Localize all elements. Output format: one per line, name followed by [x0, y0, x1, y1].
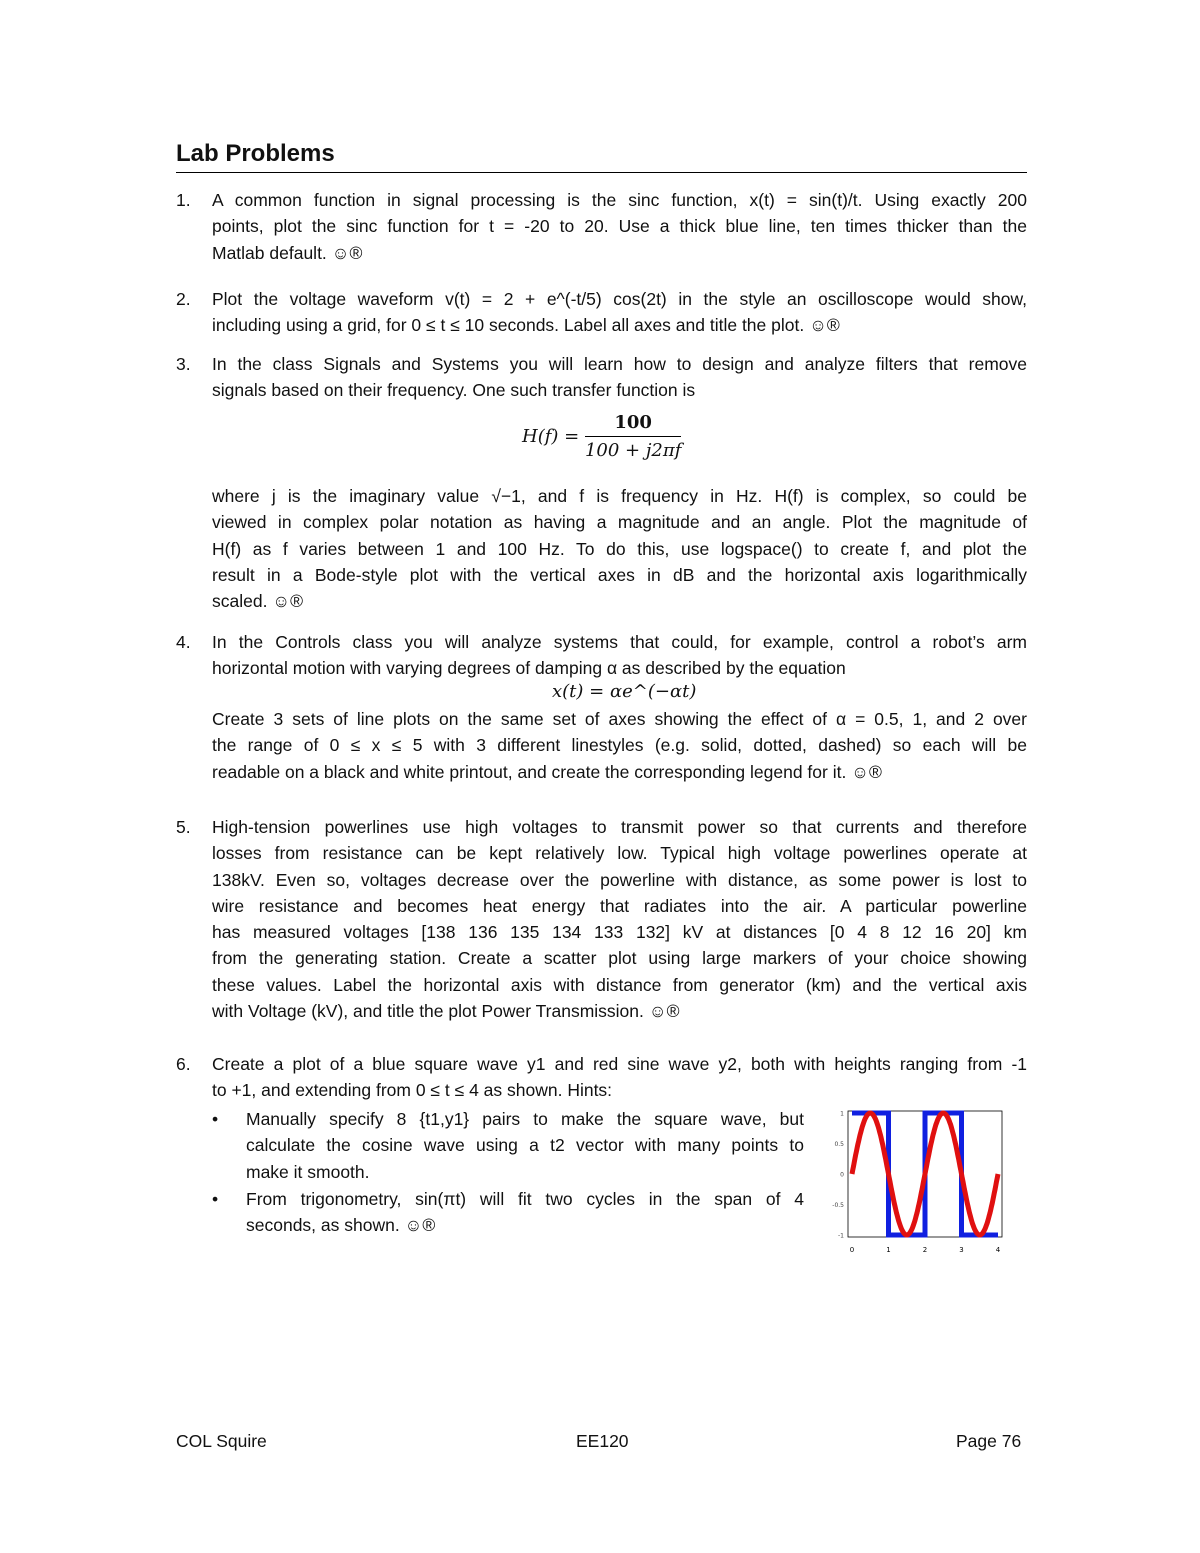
- hint-text: [246, 1106, 804, 1185]
- problem-body: [212, 629, 1027, 682]
- problem-body: [212, 706, 1027, 785]
- problem-line: readable on a black and white printout, and create the corresponding legend for it. ☺®: [212, 761, 882, 782]
- problem-line: viewed in complex polar notation as having a magnitude and an angle. Plot the magnitude of: [212, 512, 1027, 533]
- problem-line: 138kV. Even so, voltages decrease over the powerline with distance, as some power is lost to: [212, 869, 1027, 890]
- equation-numerator: 100: [585, 412, 681, 437]
- y-tick-label: 1: [840, 1110, 844, 1118]
- problem-line: from the generating station. Create a scatter plot using large markers of your choice showing: [212, 948, 1027, 969]
- bullet-dot: •: [212, 1189, 219, 1209]
- problem-number: 5.: [176, 817, 191, 837]
- equation-denominator: 100 + j2πf: [584, 440, 682, 461]
- problem-line: High-tension powerlines use high voltages to transmit power so that currents and therefore: [212, 817, 1027, 837]
- problem-body: [212, 483, 1027, 614]
- problem-line: In the Controls class you will analyze systems that could, for example, control a robot’s arm: [212, 632, 1027, 652]
- x-tick-labels: [850, 1246, 1001, 1254]
- x-tick-label: 4: [995, 1246, 1001, 1254]
- problem-body: [212, 351, 1027, 404]
- problem-body: [212, 814, 1027, 1024]
- y-tick-label: -0.5: [832, 1202, 844, 1209]
- section-heading: Lab Problems: [176, 140, 335, 167]
- footer-center: EE120: [576, 1431, 629, 1451]
- x-tick-label: 1: [886, 1246, 891, 1254]
- problem-line: wire resistance and becomes heat energy that radiates into the air. A particular powerline: [212, 895, 1027, 916]
- problem-line: losses from resistance can be kept relatively low. Typical high voltage powerlines operate at: [212, 843, 1027, 864]
- problem-line: In the class Signals and Systems you will learn how to design and analyze filters that remove: [212, 354, 1027, 374]
- hint-line: seconds, as shown. ☺®: [246, 1215, 436, 1236]
- problem-line: with Voltage (kV), and title the plot Power Transmission. ☺®: [212, 1001, 680, 1022]
- problem-line: where j is the imaginary value √−1, and f is frequency in Hz. H(f) is complex, so could be: [212, 486, 1027, 506]
- problem-number: 4.: [176, 632, 191, 652]
- equation-lhs: H(f) =: [522, 426, 580, 447]
- problem-body: [212, 187, 1027, 266]
- hint-line: Manually specify 8 {t1,y1} pairs to make the square wave, but: [246, 1109, 804, 1129]
- problem-body: [212, 286, 1027, 339]
- problem-number: 3.: [176, 354, 191, 374]
- problem-line: has measured voltages [138 136 135 134 133 132] kV at distances [0 4 8 12 16 20] km: [212, 922, 1027, 943]
- problem-line: Create a plot of a blue square wave y1 and red sine wave y2, both with heights ranging from -1: [212, 1054, 1027, 1074]
- footer-right: Page 76: [956, 1431, 1022, 1451]
- transfer-function-equation: [522, 412, 681, 461]
- footer-left: COL Squire: [176, 1431, 267, 1451]
- problem-line: signals based on their frequency. One such transfer function is: [212, 380, 696, 401]
- problem-line: result in a Bode-style plot with the vertical axes in dB and the horizontal axis logarithmically: [212, 564, 1027, 585]
- wave-plot: [815, 1100, 1015, 1260]
- problem-line: H(f) as f varies between 1 and 100 Hz. To do this, use logspace() to create f, and plot the: [212, 538, 1027, 559]
- problem-line: Matlab default. ☺®: [212, 242, 363, 263]
- problem-line: A common function in signal processing is the sinc function, x(t) = sin(t)/t. Using exactly 200: [212, 190, 1027, 210]
- problem-body: [212, 1051, 1027, 1104]
- bullet-dot: •: [212, 1109, 219, 1129]
- y-tick-label: 0: [840, 1171, 844, 1179]
- y-tick-labels: [832, 1111, 844, 1240]
- problem-number: 2.: [176, 289, 191, 309]
- damping-equation: x(t) = αe^(−αt): [552, 681, 697, 702]
- equation-fraction: [585, 412, 681, 461]
- problem-number: 6.: [176, 1054, 191, 1074]
- problem-line: including using a grid, for 0 ≤ t ≤ 10 seconds. Label all axes and title the plot. ☺®: [212, 315, 840, 336]
- hint-line: make it smooth.: [246, 1161, 370, 1182]
- y-tick-label: 0.5: [834, 1141, 844, 1148]
- hint-line: From trigonometry, sin(πt) will fit two cycles in the span of 4: [246, 1189, 804, 1209]
- problem-line: these values. Label the horizontal axis with distance from generator (km) and the vertical axis: [212, 974, 1027, 995]
- x-tick-label: 0: [849, 1246, 855, 1254]
- hint-text: [246, 1186, 804, 1239]
- problem-line: the range of 0 ≤ x ≤ 5 with 3 different linestyles (e.g. solid, dotted, dashed) so each will be: [212, 735, 1027, 756]
- problem-line: Create 3 sets of line plots on the same set of axes showing the effect of α = 0.5, 1, and 2 over: [212, 709, 1027, 729]
- problem-line: to +1, and extending from 0 ≤ t ≤ 4 as shown. Hints:: [212, 1080, 613, 1101]
- problem-line: scaled. ☺®: [212, 591, 304, 612]
- y-tick-label: -1: [838, 1232, 844, 1240]
- x-tick-label: 2: [922, 1246, 928, 1254]
- hint-line: calculate the cosine wave using a t2 vector with many points to: [246, 1135, 804, 1156]
- x-tick-label: 3: [959, 1246, 964, 1254]
- problem-number: 1.: [176, 190, 191, 210]
- heading-rule: [176, 172, 1027, 173]
- problem-line: horizontal motion with varying degrees of damping α as described by the equation: [212, 658, 846, 679]
- problem-line: points, plot the sinc function for t = -20 to 20. Use a thick blue line, ten times thicker than the: [212, 216, 1027, 237]
- problem-line: Plot the voltage waveform v(t) = 2 + e^(-t/5) cos(2t) in the style an oscilloscope would show,: [212, 289, 1027, 309]
